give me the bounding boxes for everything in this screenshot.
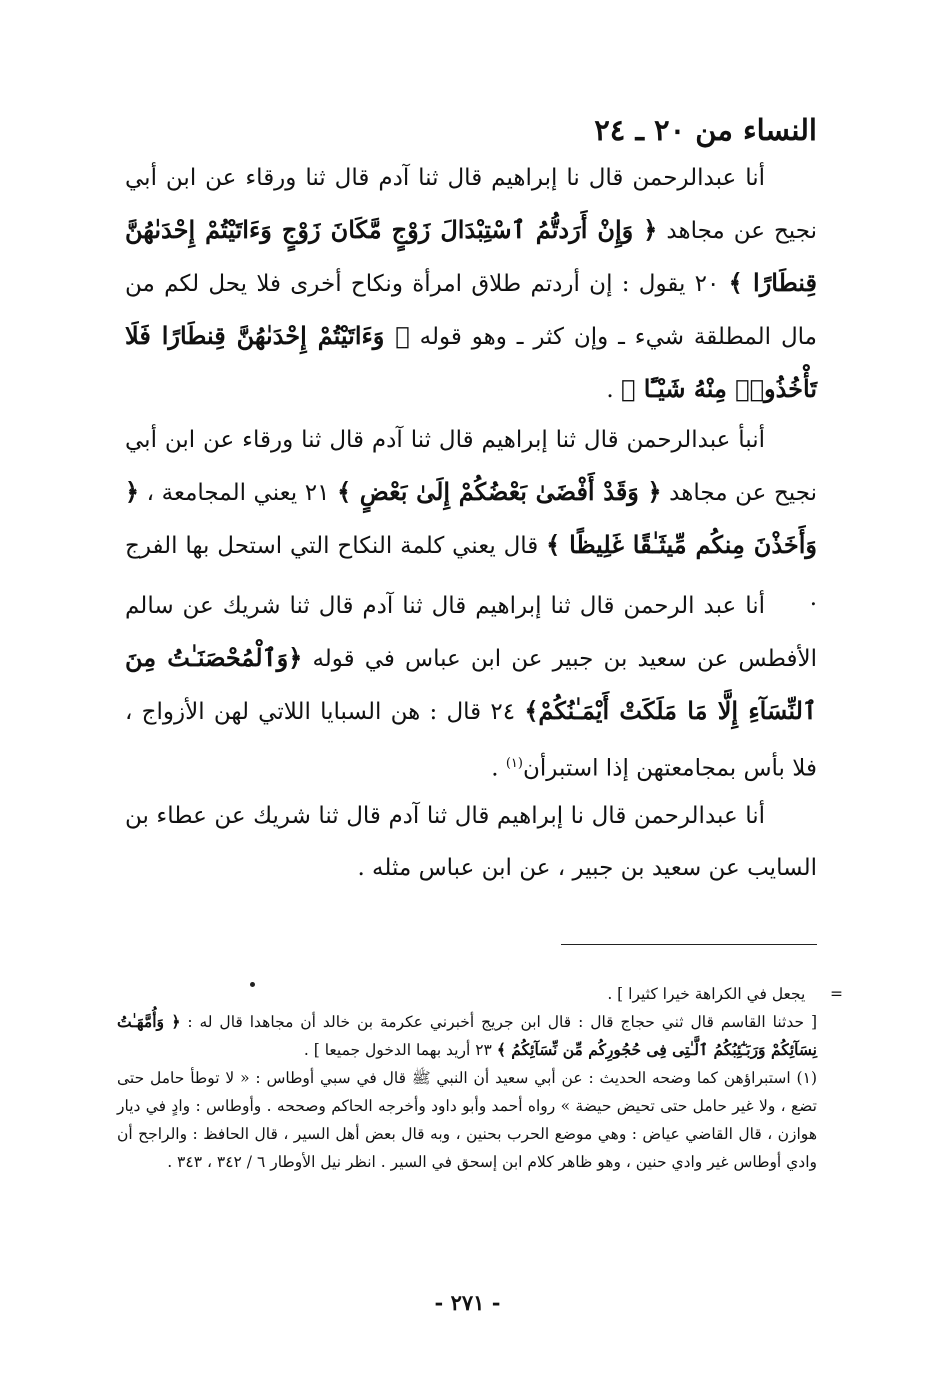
paragraph-2-quran-quote-1: ﴿ وَقَدْ أَفْضَىٰ بَعْضُكُمْ إِلَىٰ بَعْضٍ ﴾ <box>337 477 662 506</box>
paragraph-2-quran-quote-2: ﴿ وَأَخَذْنَ مِنكُم مِّيثَـٰقًا غَلِيظًا ﴾ <box>125 477 818 559</box>
paragraph-3-end: . <box>491 755 499 782</box>
footnote-continuation <box>117 980 843 1008</box>
bracket-text: [ حدثنا القاسم قال ثني حجاج قال : قال ابن جريج أخبرني عكرمة بن خالد أن مجاهدا قال له : <box>187 1013 817 1031</box>
continuation-text: يجعل في الكراهة خيرا كثيرا ] . <box>607 985 806 1003</box>
footnote-1 <box>117 1064 817 1176</box>
paragraph-1-end: . <box>606 377 614 403</box>
paragraph-3 <box>125 580 817 795</box>
bracket-quran-quote: ﴿ وَأُمَّهَـٰتُ نِسَآئِكُمْ وَرَبَـٰٓئِبُكُمُ ٱلَّـٰتِى فِى حُجُورِكُم مِّن نِّسَآئِكُمُ ﴾ <box>117 1012 817 1059</box>
paragraph-1-text: ٢٠ يقول : إن أردتم طلاق امرأة ونكاح أخرى فلا يحل لكم من مال المطلقة شيء ـ وإن كثر ـ وهو قوله <box>125 271 817 350</box>
footnote-reference[interactable]: (١) <box>505 756 523 771</box>
footnote-divider <box>561 944 817 945</box>
paragraph-2-end: قال يعني كلمة النكاح التي استحل بها الفرج . <box>125 533 817 611</box>
paragraph-3-quran-quote: ﴿وَٱلْمُحْصَنَـٰتُ مِنَ ٱلنِّسَآءِ إِلَّا مَا مَلَكَتْ أَيْمَـٰنُكُمْ﴾ <box>125 643 817 725</box>
paragraph-3-isnad: أنا عبد الرحمن قال ثنا إبراهيم قال ثنا آدم قال ثنا شريك عن سالم الأفطس عن سعيد بن جبير عن ابن عباس في قوله <box>125 593 818 672</box>
paragraph-3-text: ٢٤ قال : هن السبايا اللاتي لهن الأزواج ، فلا بأس بمجامعتهن إذا استبرأن <box>125 699 817 782</box>
paragraph-1-quran-quote-1: ﴿ وَإِنْ أَرَدتُّمُ ٱسْتِبْدَالَ زَوْجٍ مَّكَانَ زَوْجٍ وَءَاتَيْتُمْ إِحْدَىٰهُنَّ قِنطَارًا ﴾ <box>125 215 818 297</box>
footnotes <box>117 980 843 1176</box>
page-title: النساء من ٢٠ ـ ٢٤ <box>594 113 817 147</box>
paragraph-4-text: أنا عبدالرحمن قال نا إبراهيم قال ثنا آدم قال ثنا شريك عن عطاء بن السايب عن سعيد بن جبير ، عن ابن عباس مثله . <box>125 803 817 881</box>
paragraph-4 <box>125 790 817 894</box>
paragraph-2-text: ٢١ يعني المجامعة ، <box>146 480 330 506</box>
paragraph-1 <box>125 152 817 416</box>
page-number: - ٢٧١ - <box>434 1290 501 1315</box>
footnote-bracket <box>117 1008 817 1064</box>
footnote-1-text: استبراؤهن كما وضحه الحديث : عن أبي سعيد أن النبي ﷺ قال في سبي أوطاس : « لا توطأ حامل حتى تضع ، ولا غير حامل حتى تحيض حيضة » رواه أحمد وأبو داود وأخرجه الحاكم وصححه . وأوطاس : وادٍ في ديار هوازن ، قال القاضي عياض : وهي موضع الحرب بحنين ، وبه قال بعض أهل السير ، قال الحافظ : والراجح أن وادي أوطاس غير وادي حنين ، وهو ظاهر كلام ابن إسحق في السير . انظر نيل الأوطار ٦ / ٣٤٢ ، ٣٤٣ . <box>117 1069 817 1171</box>
continuation-marker: = <box>830 985 843 1003</box>
footnote-1-marker: (١) <box>796 1069 817 1087</box>
paragraph-2-isnad: أنبأ عبدالرحمن قال ثنا إبراهيم قال ثنا آدم قال ثنا ورقاء عن ابن أبي نجيح عن مجاهد <box>125 427 817 506</box>
paragraph-1-isnad: أنا عبدالرحمن قال نا إبراهيم قال ثنا آدم قال ثنا ورقاء عن ابن أبي نجيح عن مجاهد <box>125 165 818 244</box>
paragraph-1-quran-quote-2: ﴿ وَءَاتَيْتُمْ إِحْدَىٰهُنَّ قِنطَارًا فَلَا تَأْخُذُوا۟ مِنْهُ شَيْـًٔا ﴾ <box>125 321 817 403</box>
bracket-end: ٢٣ أريد بهما الدخول جميعا ] . <box>303 1041 492 1059</box>
